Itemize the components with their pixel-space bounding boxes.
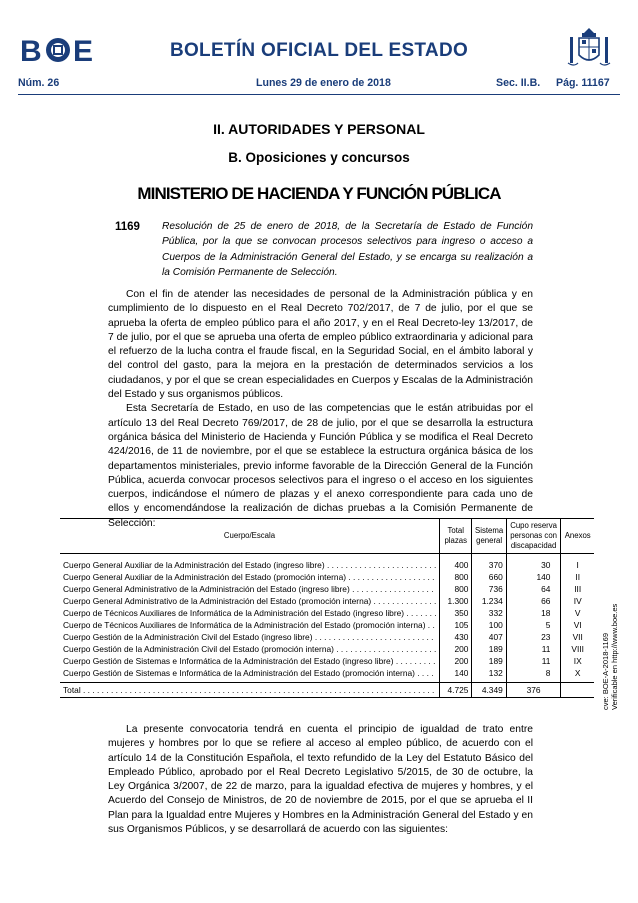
- resolution-summary: Resolución de 25 de enero de 2018, de la Secretaría de Estado de Función Pública, por la que se convocan procesos selectivos para ingreso o acceso a Cuerpos de la Administración General del Estado, y se encarga su realización a la Comisión Permanente de Selección.: [162, 221, 533, 279]
- table-header-row: [60, 519, 594, 554]
- row-total: 800: [440, 571, 472, 583]
- row-cupo: 23: [506, 631, 561, 643]
- col-cupo: Cupo reserva personas con discapacidad: [506, 519, 561, 554]
- total-general: 4.349: [472, 683, 506, 698]
- positions-table: [60, 518, 594, 698]
- total-label: Total: [63, 685, 81, 695]
- row-cupo: 8: [506, 667, 561, 683]
- row-total: 430: [440, 631, 472, 643]
- svg-text:E: E: [73, 36, 94, 64]
- row-name-cell: [60, 583, 440, 595]
- row-anexo: X: [561, 667, 594, 683]
- row-general: 1.234: [472, 595, 506, 607]
- issue-date: Lunes 29 de enero de 2018: [256, 77, 391, 89]
- row-anexo: IV: [561, 595, 594, 607]
- subsection-heading: B. Oposiciones y concursos: [228, 150, 410, 165]
- row-cupo: 30: [506, 554, 561, 572]
- row-name: Cuerpo Gestión de la Administración Civil del Estado (ingreso libre): [63, 632, 313, 642]
- row-cupo: 11: [506, 655, 561, 667]
- table-row: [60, 571, 594, 583]
- row-total: 1.300: [440, 595, 472, 607]
- row-total: 400: [440, 554, 472, 572]
- row-total: 105: [440, 619, 472, 631]
- table-row: [60, 554, 594, 572]
- table-row: [60, 643, 594, 655]
- col-anexos: Anexos: [561, 519, 594, 554]
- row-name: Cuerpo Gestión de Sistemas e Informática de la Administración del Estado (promoción interna): [63, 668, 415, 678]
- row-name: Cuerpo Gestión de Sistemas e Informática de la Administración del Estado (ingreso libre): [63, 656, 394, 666]
- row-anexo: VI: [561, 619, 594, 631]
- header-rule: [18, 94, 620, 95]
- coat-of-arms-icon: [566, 27, 612, 71]
- row-anexo: III: [561, 583, 594, 595]
- paragraph-3: La presente convocatoria tendrá en cuenta el principio de igualdad de trato entre mujeres y hombres por lo que se refiere al acceso al empleo público, de acuerdo con el artículo 14 de la Constitución Española, el texto refundido de la Ley del Estatuto Básico del Empleado Público, aprobado por el Real Decreto Legislativo 5/2015, de 30 de octubre, la Ley Orgánica 3/2007, de 22 de marzo, para la igualdad efectiva de mujeres y hombres, y el Acuerdo del Consejo de Ministros, de 20 de noviembre de 2015, por el que se aprueba el II Plan para la Igualdad entre Mujeres y Hombres en la Administración General del Estado y en sus Organismos Públicos, y se desarrollará de acuerdo con las siguientes:: [108, 724, 533, 836]
- table-row: [60, 619, 594, 631]
- section-heading: II. AUTORIDADES Y PERSONAL: [213, 121, 425, 137]
- row-anexo: VII: [561, 631, 594, 643]
- row-total: 200: [440, 643, 472, 655]
- row-anexo: IX: [561, 655, 594, 667]
- row-total: 200: [440, 655, 472, 667]
- row-anexo: V: [561, 607, 594, 619]
- row-cupo: 11: [506, 643, 561, 655]
- verify-url: Verificable en http://www.boe.es: [610, 603, 619, 710]
- paragraph-2: Esta Secretaría de Estado, en uso de las competencias que le están atribuidas por el artículo 13 del Real Decreto 769/2017, de 28 de julio, por el que se desarrolla la estructura orgánica básica del Ministerio de Hacienda y Función Pública y se modifica el Real Decreto 424/2016, de 11 de noviembre, por el que se establece la estructura orgánica básica de los departamentos ministeriales, previo informe favorable de la Dirección General de la Función Pública, acuerda convocar procesos selectivos para el ingreso o el acceso en los siguientes cuerpos, indicándose el número de plazas y el anexo correspondiente para cada uno de ellos y encomendándose la realización de dichas pruebas a la Comisión Permanente de Selección:: [108, 403, 533, 529]
- section-code: Sec. II.B.: [496, 77, 541, 89]
- row-name-cell: [60, 631, 440, 643]
- row-name-cell: [60, 655, 440, 667]
- row-name-cell: [60, 607, 440, 619]
- row-name-cell: [60, 643, 440, 655]
- row-general: 660: [472, 571, 506, 583]
- row-name-cell: [60, 667, 440, 683]
- row-name: Cuerpo de Técnicos Auxiliares de Informática de la Administración del Estado (ingreso libre): [63, 608, 405, 618]
- ministry-heading: MINISTERIO DE HACIENDA Y FUNCIÓN PÚBLICA: [137, 184, 501, 203]
- row-name: Cuerpo Gestión de la Administración Civil del Estado (promoción interna): [63, 644, 334, 654]
- row-name: Cuerpo de Técnicos Auxiliares de Informática de la Administración del Estado (promoción interna): [63, 620, 426, 630]
- row-total: 350: [440, 607, 472, 619]
- row-total: 140: [440, 667, 472, 683]
- row-name: Cuerpo General Administrativo de la Administración del Estado (promoción interna): [63, 596, 372, 606]
- gazette-title: BOLETÍN OFICIAL DEL ESTADO: [169, 40, 469, 61]
- issue-number: Núm. 26: [18, 77, 60, 89]
- page-number: Pág. 11167: [556, 77, 610, 89]
- total-cupo: 376: [506, 683, 561, 698]
- row-name: Cuerpo General Auxiliar de la Administración del Estado (promoción interna): [63, 572, 347, 582]
- table-body: [60, 554, 594, 698]
- row-cupo: 66: [506, 595, 561, 607]
- total-plazas: 4.725: [440, 683, 472, 698]
- table-total-row: [60, 683, 594, 698]
- row-cupo: 5: [506, 619, 561, 631]
- row-general: 407: [472, 631, 506, 643]
- cve-code: cve: BOE-A-2018-1169: [601, 633, 610, 710]
- col-total: Total plazas: [440, 519, 472, 554]
- row-general: 189: [472, 655, 506, 667]
- row-cupo: 140: [506, 571, 561, 583]
- col-cuerpo: Cuerpo/Escala: [60, 519, 440, 554]
- body-intro: [108, 288, 533, 531]
- row-anexo: II: [561, 571, 594, 583]
- row-name-cell: [60, 554, 440, 572]
- row-cupo: 18: [506, 607, 561, 619]
- row-general: 332: [472, 607, 506, 619]
- table-row: [60, 655, 594, 667]
- row-general: 370: [472, 554, 506, 572]
- row-cupo: 64: [506, 583, 561, 595]
- row-name: Cuerpo General Administrativo de la Administración del Estado (ingreso libre): [63, 584, 350, 594]
- table-row: [60, 667, 594, 683]
- resolution-number: 1169: [115, 221, 140, 233]
- verification-note: [601, 510, 619, 710]
- svg-text:B: B: [20, 36, 41, 64]
- row-general: 132: [472, 667, 506, 683]
- row-anexo: I: [561, 554, 594, 572]
- table-row: [60, 595, 594, 607]
- row-general: 736: [472, 583, 506, 595]
- row-general: 100: [472, 619, 506, 631]
- row-general: 189: [472, 643, 506, 655]
- body-closing: [108, 723, 533, 837]
- col-sistema: Sistema general: [472, 519, 506, 554]
- table-row: [60, 583, 594, 595]
- row-anexo: VIII: [561, 643, 594, 655]
- paragraph-1: Con el fin de atender las necesidades de personal de la Administración pública y en cumplimiento de lo dispuesto en el Real Decreto 702/2017, de 7 de julio, por el que se aprueba la oferta de empleo público para el año 2017, y en el Real Decreto-ley 13/2017, de 7 de julio, por el que se aprueba una oferta de empleo público extraordinaria y adicional para el refuerzo de la lucha contra el fraude fiscal, en la Seguridad Social, en el ámbito laboral y del control del gasto, para la mejora en la prestación de determinados servicios a los ciudadanos, y por el que se crean especialidades en Cuerpos y Escalas de la Administración del Estado y sus organismos públicos.: [108, 289, 533, 401]
- row-total: 800: [440, 583, 472, 595]
- row-name-cell: [60, 571, 440, 583]
- row-name-cell: [60, 595, 440, 607]
- row-name: Cuerpo General Auxiliar de la Administración del Estado (ingreso libre): [63, 560, 325, 570]
- row-name-cell: [60, 619, 440, 631]
- table-row: [60, 607, 594, 619]
- table-row: [60, 631, 594, 643]
